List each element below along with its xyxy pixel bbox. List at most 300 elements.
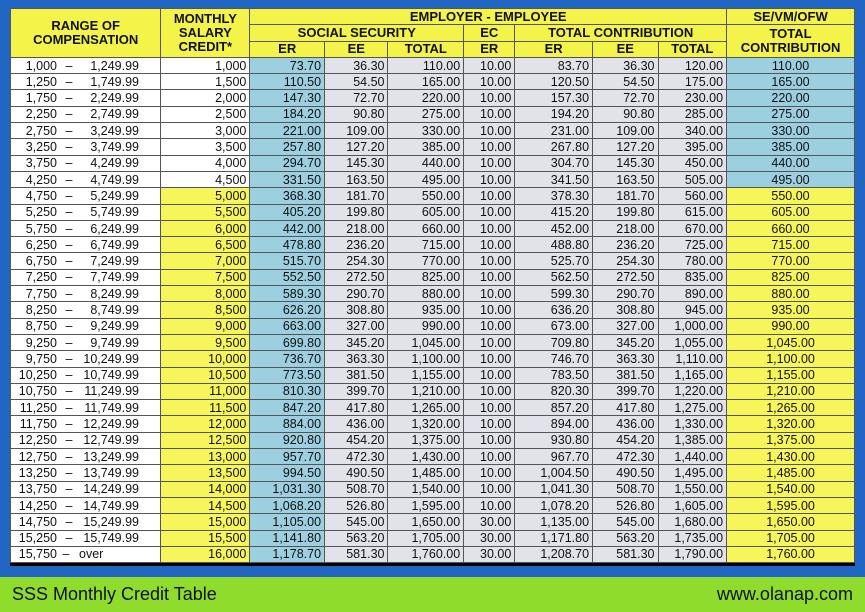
- range-high: 3,249.99: [90, 123, 139, 138]
- ss-ee-cell: 545.00: [325, 514, 388, 530]
- range-dash: –: [65, 465, 73, 480]
- range-high: 6,249.99: [90, 221, 139, 236]
- ss-er-cell: 884.00: [250, 416, 325, 432]
- ss-ee-cell: 308.80: [325, 302, 388, 318]
- table-row: [11, 334, 855, 350]
- se-total-cell: 1,650.00: [727, 514, 855, 530]
- header-total-contribution: TOTAL CONTRIBUTION: [515, 25, 727, 41]
- tc-er-cell: 488.80: [515, 237, 593, 253]
- ss-er-cell: 147.30: [250, 90, 325, 106]
- tc-total-cell: 285.00: [658, 106, 727, 122]
- tc-er-cell: 820.30: [515, 383, 593, 399]
- header-social-security: SOCIAL SECURITY: [250, 25, 464, 41]
- ss-ee-cell: 236.20: [325, 237, 388, 253]
- range-low: 9,250: [25, 335, 57, 350]
- ss-ee-cell: 363.30: [325, 351, 388, 367]
- table-row: [11, 74, 855, 90]
- tc-total-cell: 1,275.00: [658, 400, 727, 416]
- se-total-cell: 605.00: [727, 204, 855, 220]
- range-cell: [11, 90, 161, 106]
- ss-total-cell: 1,265.00: [388, 400, 464, 416]
- range-low: 7,750: [25, 286, 57, 301]
- tc-er-cell: 894.00: [515, 416, 593, 432]
- tc-er-cell: 967.70: [515, 449, 593, 465]
- tc-ee-cell: 127.20: [593, 139, 658, 155]
- range-high: 1,249.99: [90, 58, 139, 73]
- tc-er-cell: 452.00: [515, 220, 593, 236]
- header-tc-total: TOTAL: [658, 41, 727, 57]
- ss-ee-cell: 327.00: [325, 318, 388, 334]
- ss-ee-cell: 254.30: [325, 253, 388, 269]
- range-cell: [11, 546, 161, 562]
- range-cell: [11, 416, 161, 432]
- range-low: 11,250: [19, 400, 57, 415]
- ec-cell: 10.00: [464, 318, 515, 334]
- ss-er-cell: 478.80: [250, 237, 325, 253]
- range-cell: [11, 367, 161, 383]
- range-cell: [11, 253, 161, 269]
- ss-er-cell: 736.70: [250, 351, 325, 367]
- range-dash: –: [65, 400, 73, 415]
- range-dash: –: [65, 254, 73, 269]
- msc-cell: 1,000: [161, 57, 250, 73]
- header-se-total-contribution: TOTAL CONTRIBUTION: [727, 25, 855, 58]
- se-total-cell: 660.00: [727, 220, 855, 236]
- tc-ee-cell: 218.00: [593, 220, 658, 236]
- range-cell: [11, 171, 161, 187]
- table-row: [11, 481, 855, 497]
- tc-ee-cell: 290.70: [593, 286, 658, 302]
- ss-er-cell: 515.70: [250, 253, 325, 269]
- range-dash: –: [65, 351, 73, 366]
- ss-total-cell: 1,650.00: [388, 514, 464, 530]
- range-cell: [11, 432, 161, 448]
- ss-ee-cell: 109.00: [325, 123, 388, 139]
- ec-cell: 10.00: [464, 106, 515, 122]
- range-low: 14,750: [18, 514, 57, 529]
- tc-total-cell: 175.00: [658, 74, 727, 90]
- ss-total-cell: 1,375.00: [388, 432, 464, 448]
- msc-cell: 16,000: [161, 546, 250, 562]
- tc-er-cell: 525.70: [515, 253, 593, 269]
- range-high: 11,749.99: [84, 400, 139, 415]
- table-row: [11, 432, 855, 448]
- table-row: [11, 318, 855, 334]
- range-cell: [11, 334, 161, 350]
- tc-total-cell: 120.00: [658, 57, 727, 73]
- tc-ee-cell: 308.80: [593, 302, 658, 318]
- tc-total-cell: 835.00: [658, 269, 727, 285]
- tc-ee-cell: 508.70: [593, 481, 658, 497]
- table-row: [11, 302, 855, 318]
- tc-ee-cell: 36.30: [593, 57, 658, 73]
- ec-cell: 10.00: [464, 481, 515, 497]
- tc-total-cell: 1,000.00: [658, 318, 727, 334]
- tc-ee-cell: 54.50: [593, 74, 658, 90]
- tc-ee-cell: 526.80: [593, 497, 658, 513]
- tc-total-cell: 395.00: [658, 139, 727, 155]
- range-low: 15,750: [18, 547, 57, 562]
- ss-er-cell: 1,141.80: [250, 530, 325, 546]
- table-body: [11, 57, 855, 562]
- ec-cell: 10.00: [464, 155, 515, 171]
- tc-er-cell: 1,208.70: [515, 546, 593, 562]
- msc-cell: 2,500: [161, 106, 250, 122]
- msc-cell: 10,000: [161, 351, 250, 367]
- range-low: 12,750: [18, 449, 57, 464]
- tc-er-cell: 673.00: [515, 318, 593, 334]
- ss-total-cell: 220.00: [388, 90, 464, 106]
- ss-total-cell: 330.00: [388, 123, 464, 139]
- range-cell: [11, 220, 161, 236]
- range-high: 8,249.99: [90, 286, 139, 301]
- table-row: [11, 465, 855, 481]
- msc-cell: 11,000: [161, 383, 250, 399]
- tc-total-cell: 890.00: [658, 286, 727, 302]
- range-dash: –: [65, 514, 73, 529]
- range-low: 2,750: [25, 123, 57, 138]
- table-row: [11, 139, 855, 155]
- msc-cell: 3,500: [161, 139, 250, 155]
- msc-cell: 4,500: [161, 171, 250, 187]
- range-high: 15,249.99: [83, 514, 139, 529]
- range-cell: [11, 497, 161, 513]
- ss-total-cell: 715.00: [388, 237, 464, 253]
- range-dash: –: [65, 74, 73, 89]
- tc-total-cell: 1,735.00: [658, 530, 727, 546]
- tc-ee-cell: 436.00: [593, 416, 658, 432]
- ss-total-cell: 1,430.00: [388, 449, 464, 465]
- range-dash: –: [65, 335, 73, 350]
- tc-total-cell: 615.00: [658, 204, 727, 220]
- table-row: [11, 449, 855, 465]
- msc-cell: 15,500: [161, 530, 250, 546]
- ss-total-cell: 1,210.00: [388, 383, 464, 399]
- ss-ee-cell: 454.20: [325, 432, 388, 448]
- range-cell: [11, 74, 161, 90]
- ss-total-cell: 550.00: [388, 188, 464, 204]
- ss-total-cell: 880.00: [388, 286, 464, 302]
- se-total-cell: 1,320.00: [727, 416, 855, 432]
- tc-er-cell: 1,078.20: [515, 497, 593, 513]
- tc-er-cell: 194.20: [515, 106, 593, 122]
- ss-total-cell: 495.00: [388, 171, 464, 187]
- ss-ee-cell: 490.50: [325, 465, 388, 481]
- tc-er-cell: 746.70: [515, 351, 593, 367]
- table-row: [11, 546, 855, 562]
- tc-total-cell: 1,550.00: [658, 481, 727, 497]
- tc-total-cell: 670.00: [658, 220, 727, 236]
- tc-er-cell: 304.70: [515, 155, 593, 171]
- tc-ee-cell: 490.50: [593, 465, 658, 481]
- header-tc-er: ER: [515, 41, 593, 57]
- ec-cell: 10.00: [464, 74, 515, 90]
- se-total-cell: 495.00: [727, 171, 855, 187]
- range-cell: [11, 302, 161, 318]
- msc-cell: 6,500: [161, 237, 250, 253]
- tc-total-cell: 340.00: [658, 123, 727, 139]
- range-low: 8,750: [25, 319, 57, 334]
- range-high: 3,749.99: [90, 140, 139, 155]
- table-row: [11, 286, 855, 302]
- ss-er-cell: 626.20: [250, 302, 325, 318]
- footer-website: www.olanap.com: [716, 584, 853, 604]
- se-total-cell: 330.00: [727, 123, 855, 139]
- range-low: 12,250: [18, 433, 57, 448]
- ec-cell: 10.00: [464, 90, 515, 106]
- tc-ee-cell: 145.30: [593, 155, 658, 171]
- ss-er-cell: 957.70: [250, 449, 325, 465]
- msc-cell: 14,000: [161, 481, 250, 497]
- msc-cell: 8,500: [161, 302, 250, 318]
- range-cell: [11, 106, 161, 122]
- tc-er-cell: 783.50: [515, 367, 593, 383]
- ss-ee-cell: 199.80: [325, 204, 388, 220]
- msc-cell: 13,500: [161, 465, 250, 481]
- header-msc: MONTHLY SALARY CREDIT*: [161, 9, 250, 58]
- range-cell: [11, 383, 161, 399]
- range-cell: [11, 269, 161, 285]
- ss-ee-cell: 72.70: [325, 90, 388, 106]
- tc-er-cell: 1,135.00: [515, 514, 593, 530]
- table-row: [11, 497, 855, 513]
- range-dash: –: [65, 221, 73, 236]
- ss-total-cell: 1,155.00: [388, 367, 464, 383]
- ss-ee-cell: 54.50: [325, 74, 388, 90]
- range-high: 4,249.99: [90, 156, 139, 171]
- tc-total-cell: 1,440.00: [658, 449, 727, 465]
- range-high: 14,249.99: [83, 482, 139, 497]
- range-high: 12,749.99: [83, 433, 139, 448]
- ss-er-cell: 331.50: [250, 171, 325, 187]
- ec-cell: 10.00: [464, 449, 515, 465]
- range-high: 5,749.99: [90, 205, 139, 220]
- range-high: 9,749.99: [90, 335, 139, 350]
- table-row: [11, 220, 855, 236]
- header-ss-ee: EE: [325, 41, 388, 57]
- tc-ee-cell: 199.80: [593, 204, 658, 220]
- ss-ee-cell: 581.30: [325, 546, 388, 562]
- tc-total-cell: 725.00: [658, 237, 727, 253]
- ss-er-cell: 773.50: [250, 367, 325, 383]
- range-dash: –: [65, 384, 73, 399]
- range-cell: [11, 400, 161, 416]
- range-cell: [11, 449, 161, 465]
- tc-er-cell: 1,041.30: [515, 481, 593, 497]
- ss-ee-cell: 90.80: [325, 106, 388, 122]
- tc-total-cell: 560.00: [658, 188, 727, 204]
- se-total-cell: 385.00: [727, 139, 855, 155]
- se-total-cell: 990.00: [727, 318, 855, 334]
- se-total-cell: 1,705.00: [727, 530, 855, 546]
- ss-er-cell: 73.70: [250, 57, 325, 73]
- range-low: 6,250: [25, 237, 57, 252]
- header-tc-ee: EE: [593, 41, 658, 57]
- ss-total-cell: 1,760.00: [388, 546, 464, 562]
- table-row: [11, 204, 855, 220]
- range-high: over: [79, 547, 104, 562]
- msc-cell: 6,000: [161, 220, 250, 236]
- footer-title: SSS Monthly Credit Table: [12, 584, 217, 604]
- ss-ee-cell: 526.80: [325, 497, 388, 513]
- tc-er-cell: 1,004.50: [515, 465, 593, 481]
- ec-cell: 10.00: [464, 57, 515, 73]
- msc-cell: 4,000: [161, 155, 250, 171]
- ss-ee-cell: 436.00: [325, 416, 388, 432]
- range-dash: –: [65, 188, 73, 203]
- header-ec: EC: [464, 25, 515, 41]
- tc-total-cell: 1,495.00: [658, 465, 727, 481]
- ec-cell: 10.00: [464, 253, 515, 269]
- ss-er-cell: 847.20: [250, 400, 325, 416]
- range-cell: [11, 139, 161, 155]
- ss-er-cell: 1,178.70: [250, 546, 325, 562]
- ss-ee-cell: 563.20: [325, 530, 388, 546]
- se-total-cell: 1,430.00: [727, 449, 855, 465]
- ec-cell: 10.00: [464, 400, 515, 416]
- tc-ee-cell: 563.20: [593, 530, 658, 546]
- ss-ee-cell: 145.30: [325, 155, 388, 171]
- msc-cell: 12,000: [161, 416, 250, 432]
- se-total-cell: 275.00: [727, 106, 855, 122]
- tc-er-cell: 599.30: [515, 286, 593, 302]
- tc-er-cell: 930.80: [515, 432, 593, 448]
- range-dash: –: [65, 270, 73, 285]
- se-total-cell: 440.00: [727, 155, 855, 171]
- ss-er-cell: 920.80: [250, 432, 325, 448]
- tc-er-cell: 231.00: [515, 123, 593, 139]
- tc-er-cell: 562.50: [515, 269, 593, 285]
- ss-total-cell: 990.00: [388, 318, 464, 334]
- ss-er-cell: 221.00: [250, 123, 325, 139]
- range-dash: –: [65, 107, 73, 122]
- msc-cell: 9,000: [161, 318, 250, 334]
- range-high: 14,749.99: [83, 498, 139, 513]
- ss-er-cell: 994.50: [250, 465, 325, 481]
- msc-cell: 5,500: [161, 204, 250, 220]
- range-high: 13,249.99: [83, 449, 139, 464]
- ss-er-cell: 184.20: [250, 106, 325, 122]
- tc-er-cell: 120.50: [515, 74, 593, 90]
- range-dash: –: [65, 205, 73, 220]
- ss-er-cell: 589.30: [250, 286, 325, 302]
- range-low: 4,250: [25, 172, 57, 187]
- ec-cell: 10.00: [464, 204, 515, 220]
- ss-ee-cell: 399.70: [325, 383, 388, 399]
- se-total-cell: 1,210.00: [727, 383, 855, 399]
- tc-ee-cell: 272.50: [593, 269, 658, 285]
- table-row: [11, 530, 855, 546]
- range-dash: –: [65, 433, 73, 448]
- ss-ee-cell: 345.20: [325, 334, 388, 350]
- range-low: 2,250: [25, 107, 57, 122]
- range-dash: –: [65, 140, 73, 155]
- msc-cell: 9,500: [161, 334, 250, 350]
- ec-cell: 30.00: [464, 530, 515, 546]
- ec-cell: 10.00: [464, 465, 515, 481]
- range-high: 7,749.99: [90, 270, 139, 285]
- range-cell: [11, 123, 161, 139]
- range-high: 15,749.99: [83, 531, 139, 546]
- se-total-cell: 1,045.00: [727, 334, 855, 350]
- range-low: 1,250: [25, 74, 57, 89]
- ss-total-cell: 770.00: [388, 253, 464, 269]
- range-dash: –: [65, 58, 73, 73]
- se-total-cell: 1,485.00: [727, 465, 855, 481]
- range-dash: –: [65, 91, 73, 106]
- range-low: 13,750: [18, 482, 57, 497]
- tc-er-cell: 636.20: [515, 302, 593, 318]
- msc-cell: 8,000: [161, 286, 250, 302]
- range-high: 8,749.99: [90, 302, 139, 317]
- table-row: [11, 514, 855, 530]
- range-dash: –: [65, 319, 73, 334]
- header-ss-er: ER: [250, 41, 325, 57]
- range-low: 1,750: [25, 91, 57, 106]
- tc-total-cell: 1,385.00: [658, 432, 727, 448]
- tc-ee-cell: 545.00: [593, 514, 658, 530]
- ss-total-cell: 825.00: [388, 269, 464, 285]
- ec-cell: 10.00: [464, 367, 515, 383]
- range-high: 5,249.99: [90, 188, 139, 203]
- range-low: 9,750: [25, 351, 57, 366]
- range-cell: [11, 204, 161, 220]
- range-high: 13,749.99: [83, 465, 139, 480]
- ss-total-cell: 385.00: [388, 139, 464, 155]
- tc-total-cell: 780.00: [658, 253, 727, 269]
- range-cell: [11, 465, 161, 481]
- range-high: 11,249.99: [84, 384, 139, 399]
- ss-ee-cell: 181.70: [325, 188, 388, 204]
- se-total-cell: 110.00: [727, 57, 855, 73]
- tc-ee-cell: 163.50: [593, 171, 658, 187]
- se-total-cell: 715.00: [727, 237, 855, 253]
- tc-er-cell: 1,171.80: [515, 530, 593, 546]
- se-total-cell: 1,595.00: [727, 497, 855, 513]
- ss-ee-cell: 417.80: [325, 400, 388, 416]
- se-total-cell: 770.00: [727, 253, 855, 269]
- se-total-cell: 1,100.00: [727, 351, 855, 367]
- tc-total-cell: 1,790.00: [658, 546, 727, 562]
- range-high: 2,749.99: [90, 107, 139, 122]
- msc-cell: 3,000: [161, 123, 250, 139]
- range-low: 10,750: [18, 384, 57, 399]
- tc-total-cell: 1,330.00: [658, 416, 727, 432]
- se-total-cell: 1,265.00: [727, 400, 855, 416]
- tc-ee-cell: 254.30: [593, 253, 658, 269]
- range-high: 12,249.99: [83, 417, 139, 432]
- ss-total-cell: 935.00: [388, 302, 464, 318]
- range-high: 9,249.99: [90, 319, 139, 334]
- tc-total-cell: 1,220.00: [658, 383, 727, 399]
- table-row: [11, 171, 855, 187]
- tc-total-cell: 1,605.00: [658, 497, 727, 513]
- ss-total-cell: 440.00: [388, 155, 464, 171]
- header-range: RANGE OF COMPENSATION: [11, 9, 161, 58]
- ec-cell: 10.00: [464, 286, 515, 302]
- ec-cell: 10.00: [464, 416, 515, 432]
- table-row: [11, 416, 855, 432]
- tc-er-cell: 267.80: [515, 139, 593, 155]
- range-dash: –: [65, 302, 73, 317]
- range-dash: –: [65, 286, 73, 301]
- range-dash: –: [65, 531, 73, 546]
- se-total-cell: 825.00: [727, 269, 855, 285]
- ec-cell: 10.00: [464, 123, 515, 139]
- msc-cell: 15,000: [161, 514, 250, 530]
- tc-er-cell: 415.20: [515, 204, 593, 220]
- se-total-cell: 1,540.00: [727, 481, 855, 497]
